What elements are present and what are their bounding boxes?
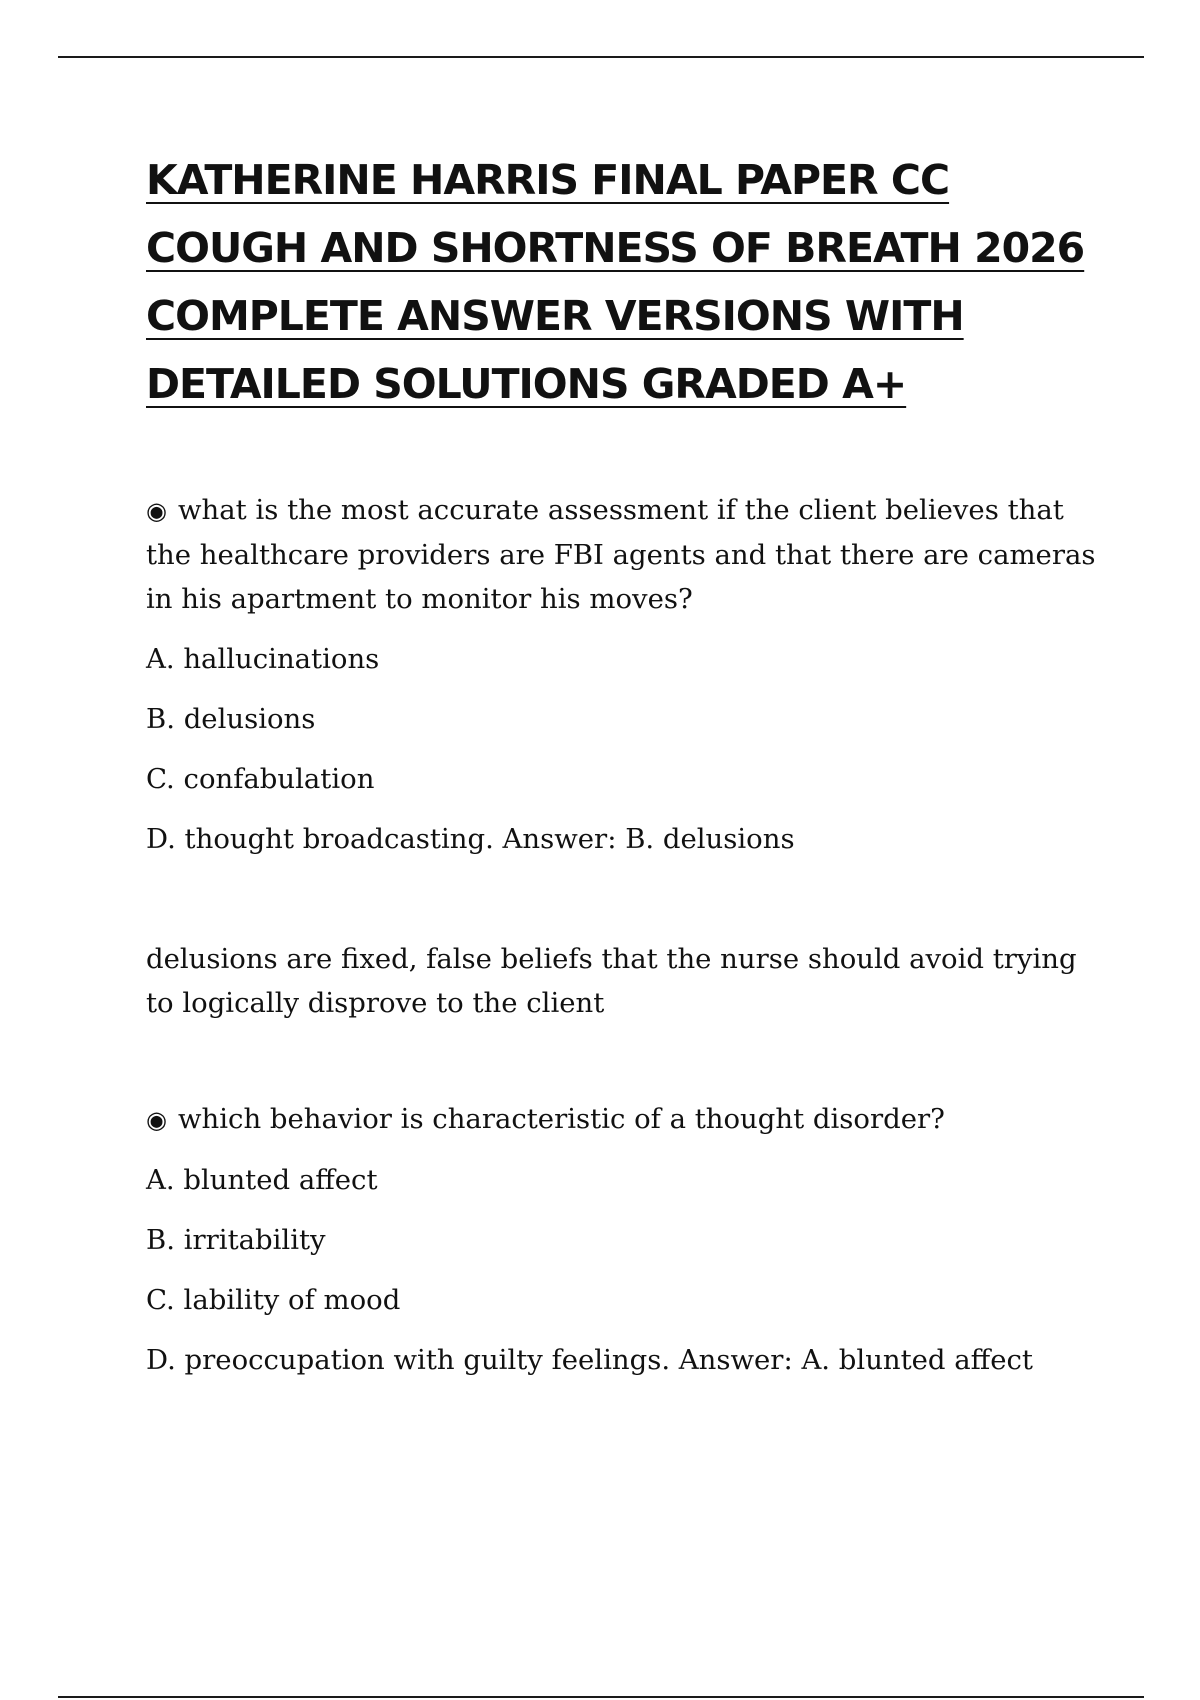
answer-option: B. delusions: [146, 703, 316, 735]
document-title: KATHERINE HARRIS FINAL PAPER CC COUGH AND SHORTNESS OF BREATH 2026 COMPLETE ANSWER VERSIONS WITH DETAILED SOLUTIONS GRADED A+: [146, 156, 1085, 408]
answer-option: A. hallucinations: [146, 643, 380, 675]
answer-explanation: delusions are fixed, false beliefs that the nurse should avoid trying to logically disprove to the client: [146, 943, 1077, 1019]
question-text: [146, 1097, 1096, 1142]
question-text: [146, 488, 1096, 621]
top-rule: [58, 56, 1144, 58]
answer-option: D. thought broadcasting. Answer: B. delusions: [146, 823, 795, 855]
question-list: [146, 488, 1096, 1398]
question-block: [146, 488, 1096, 1025]
radio-bullet-icon: ◉: [146, 1106, 167, 1134]
radio-bullet-icon: ◉: [146, 497, 167, 525]
answer-option: A. blunted affect: [146, 1164, 378, 1196]
answer-option: C. confabulation: [146, 763, 375, 795]
question-block: [146, 1097, 1096, 1382]
answer-option: D. preoccupation with guilty feelings. Answer: A. blunted affect: [146, 1344, 1033, 1376]
question-prompt: what is the most accurate assessment if the client believes that the healthcare providers are FBI agents and that there are cameras in his apartment to monitor his moves?: [146, 494, 1096, 615]
question-prompt: which behavior is characteristic of a thought disorder?: [178, 1103, 945, 1135]
answer-option: C. lability of mood: [146, 1284, 401, 1316]
bottom-rule: [58, 1696, 1144, 1698]
answer-option: B. irritability: [146, 1224, 326, 1256]
